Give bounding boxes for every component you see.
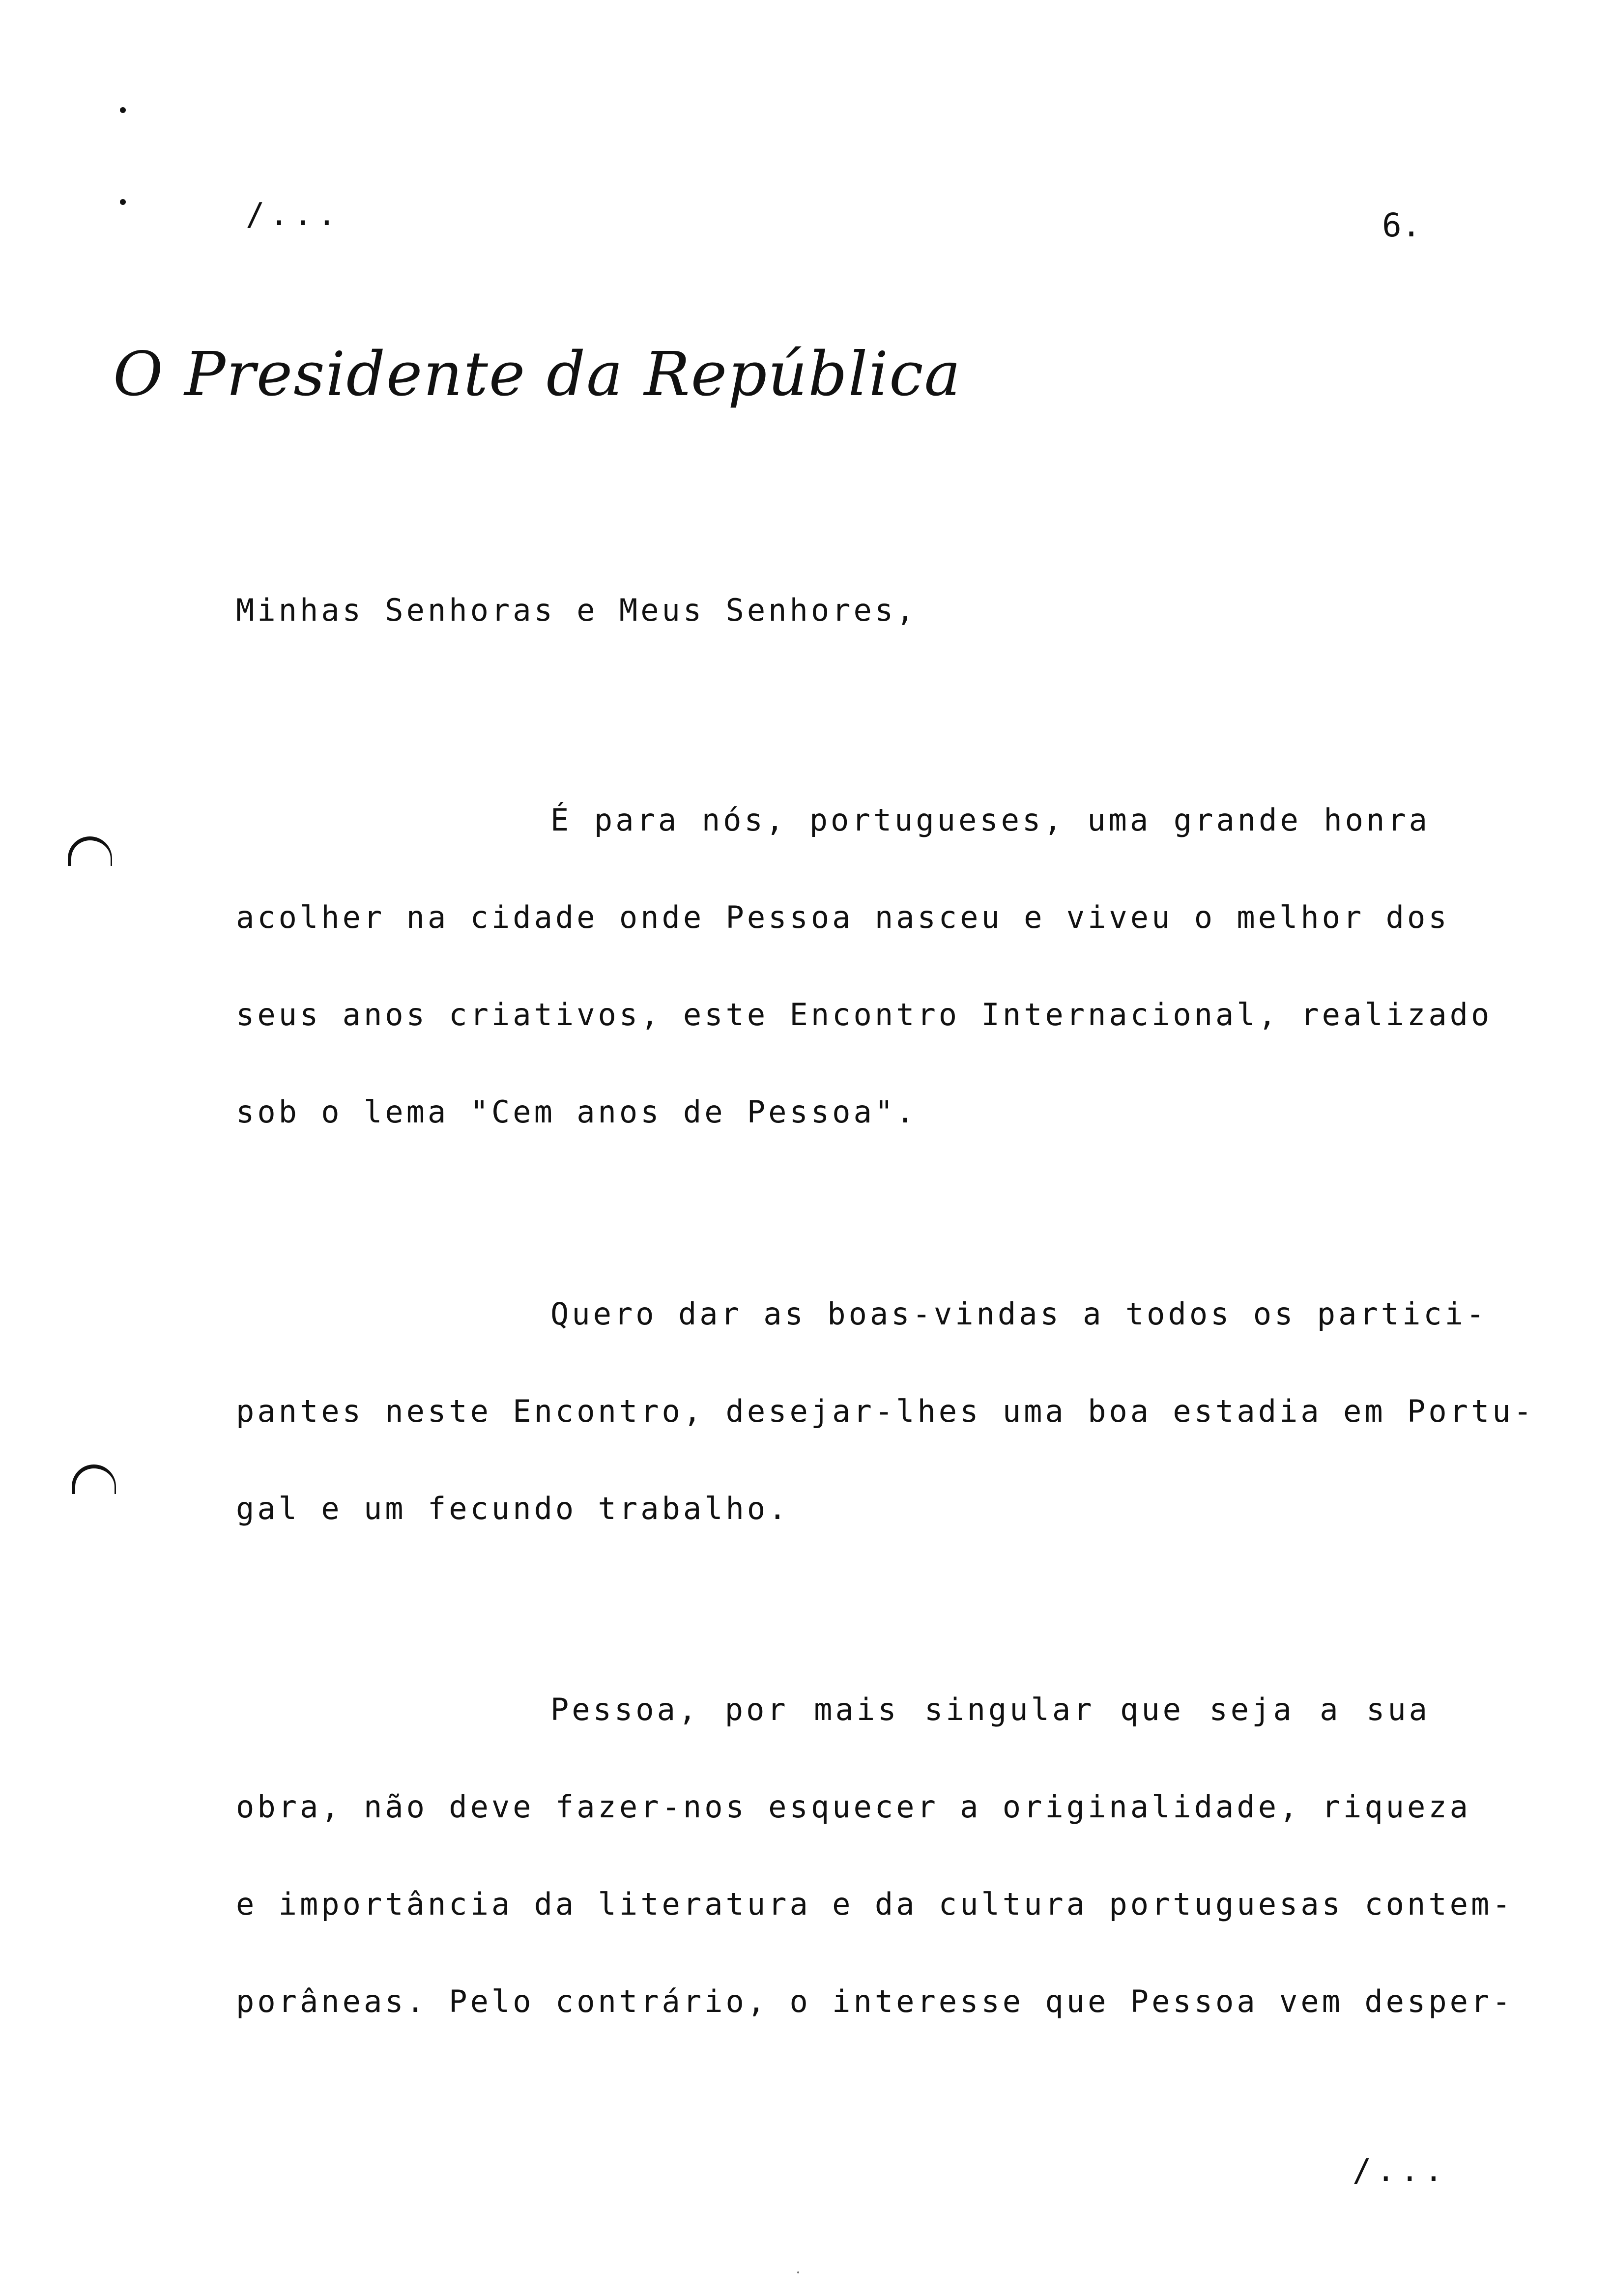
page-number: 6. [1382, 206, 1421, 244]
salutation: Minhas Senhoras e Meus Senhores, [236, 592, 918, 628]
paragraph-2 [236, 1265, 1535, 1557]
text-line: obra, não deve fazer-nos esquecer a originalidade, riqueza [236, 1789, 1471, 1825]
scan-speck [797, 2271, 799, 2273]
paragraph-1 [236, 772, 1493, 1161]
continuation-mark-top: /... [246, 197, 342, 233]
text-line: Quero dar as boas-vindas a todos os partici- [550, 1296, 1488, 1332]
continuation-mark-bottom: /... [1353, 2152, 1448, 2189]
text-line: e importância da literatura e da cultura portuguesas contem- [236, 1886, 1514, 1922]
scan-dot [120, 199, 126, 205]
text-line: seus anos criativos, este Encontro Internacional, realizado [236, 997, 1493, 1033]
text-line: acolher na cidade onde Pessoa nasceu e viveu o melhor dos [236, 899, 1450, 935]
scan-dot [120, 107, 126, 113]
paragraph-3 [236, 1661, 1514, 2050]
text-line: gal e um fecundo trabalho. [236, 1491, 790, 1526]
punch-hole-mark [68, 836, 112, 866]
text-line: Pessoa, por mais singular que seja a sua [550, 1692, 1430, 1727]
text-line: pantes neste Encontro, desejar-lhes uma boa estadia em Portu- [236, 1393, 1535, 1429]
letterhead-title: O Presidente da República [113, 339, 962, 410]
text-line: É para nós, portugueses, uma grande honra [550, 802, 1430, 838]
punch-hole-mark [72, 1464, 116, 1494]
text-line: porâneas. Pelo contrário, o interesse que Pessoa vem desper- [236, 1983, 1514, 2019]
text-line: sob o lema "Cem anos de Pessoa". [236, 1094, 918, 1130]
